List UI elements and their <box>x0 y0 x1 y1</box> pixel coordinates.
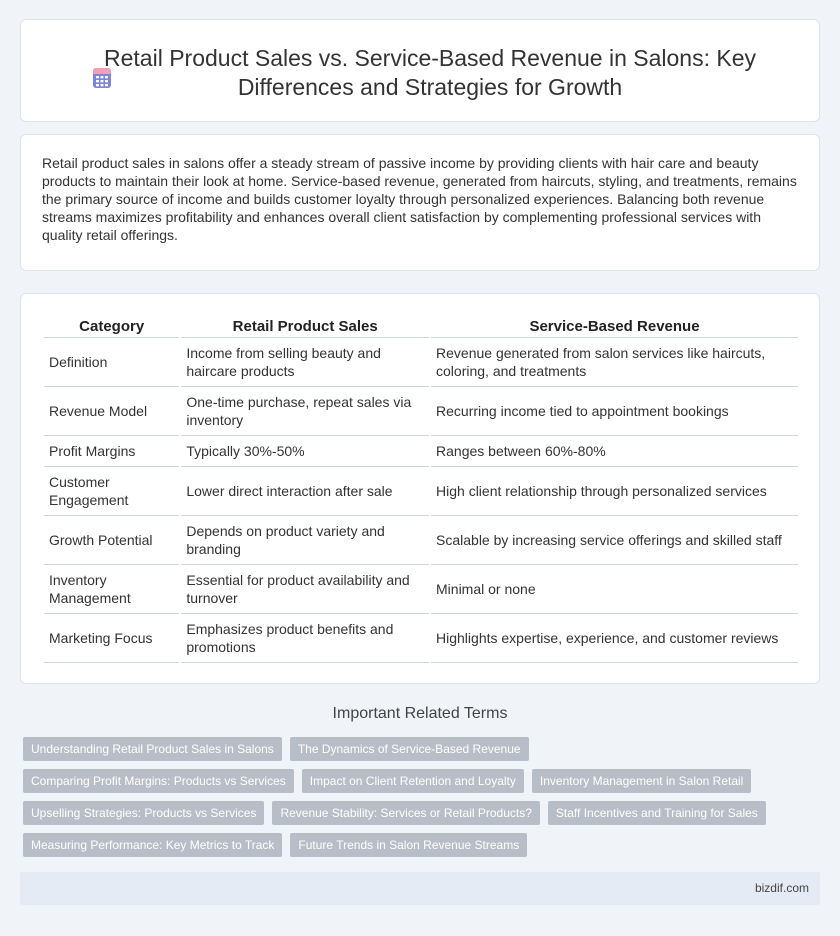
table-cell: Income from selling beauty and haircare products <box>181 338 429 387</box>
related-term-tag[interactable]: Upselling Strategies: Products vs Services <box>23 801 264 825</box>
table-cell: Highlights expertise, experience, and customer reviews <box>431 614 798 663</box>
table-cell: Customer Engagement <box>44 467 179 516</box>
table-cell: Recurring income tied to appointment bookings <box>431 387 798 436</box>
table-cell: Profit Margins <box>44 436 179 467</box>
column-header-service: Service-Based Revenue <box>431 315 798 338</box>
table-cell: Minimal or none <box>431 565 798 614</box>
footer-site-link[interactable]: bizdif.com <box>754 881 809 895</box>
table-row <box>44 467 798 516</box>
table-row <box>44 436 798 467</box>
table-cell: Ranges between 60%-80% <box>431 436 798 467</box>
table-cell: Lower direct interaction after sale <box>181 467 429 516</box>
related-terms-heading: Important Related Terms <box>332 705 508 722</box>
table-row <box>44 614 798 663</box>
related-terms-list <box>23 737 803 857</box>
related-term-tag[interactable]: Understanding Retail Product Sales in Salons <box>23 737 282 761</box>
related-term-tag[interactable]: The Dynamics of Service-Based Revenue <box>290 737 529 761</box>
table-cell: One-time purchase, repeat sales via inventory <box>181 387 429 436</box>
column-header-retail: Retail Product Sales <box>181 315 429 338</box>
related-term-tag[interactable]: Measuring Performance: Key Metrics to Track <box>23 833 282 857</box>
header-card <box>20 19 820 122</box>
related-term-tag[interactable]: Comparing Profit Margins: Products vs Services <box>23 769 294 793</box>
summary-card <box>20 134 820 271</box>
summary-paragraph: Retail product sales in salons offer a steady stream of passive income by providing clients with hair care and beauty products to maintain their look at home. Service-based revenue, generated from haircuts, styling, and treatments, remains the primary source of income and builds customer loyalty through personalized experiences. Balancing both revenue streams maximizes profitability and enhances overall client satisfaction by complementing professional services with quality retail offerings. <box>42 155 797 243</box>
table-cell: Revenue generated from salon services like haircuts, coloring, and treatments <box>431 338 798 387</box>
table-cell: Typically 30%-50% <box>181 436 429 467</box>
table-cell: High client relationship through personalized services <box>431 467 798 516</box>
footer-bar <box>20 872 820 905</box>
table-cell: Growth Potential <box>44 516 179 565</box>
related-term-tag[interactable]: Revenue Stability: Services or Retail Products? <box>272 801 539 825</box>
table-cell: Essential for product availability and turnover <box>181 565 429 614</box>
column-header-category: Category <box>44 315 179 338</box>
table-cell: Scalable by increasing service offerings and skilled staff <box>431 516 798 565</box>
table-row <box>44 338 798 387</box>
table-cell: Emphasizes product benefits and promotions <box>181 614 429 663</box>
table-cell: Revenue Model <box>44 387 179 436</box>
table-row <box>44 387 798 436</box>
table-row <box>44 516 798 565</box>
table-cell: Definition <box>44 338 179 387</box>
related-term-tag[interactable]: Future Trends in Salon Revenue Streams <box>290 833 527 857</box>
related-term-tag[interactable]: Impact on Client Retention and Loyalty <box>302 769 524 793</box>
comparison-table <box>42 315 800 663</box>
table-cell: Marketing Focus <box>44 614 179 663</box>
related-term-tag[interactable]: Inventory Management in Salon Retail <box>532 769 751 793</box>
related-term-tag[interactable]: Staff Incentives and Training for Sales <box>548 801 766 825</box>
table-cell: Inventory Management <box>44 565 179 614</box>
table-row <box>44 565 798 614</box>
table-cell: Depends on product variety and branding <box>181 516 429 565</box>
table-header-row <box>44 315 798 338</box>
comparison-table-card <box>20 293 820 684</box>
page-title: Retail Product Sales vs. Service-Based Revenue in Salons: Key Differences and Strategies for Growth <box>104 45 756 100</box>
